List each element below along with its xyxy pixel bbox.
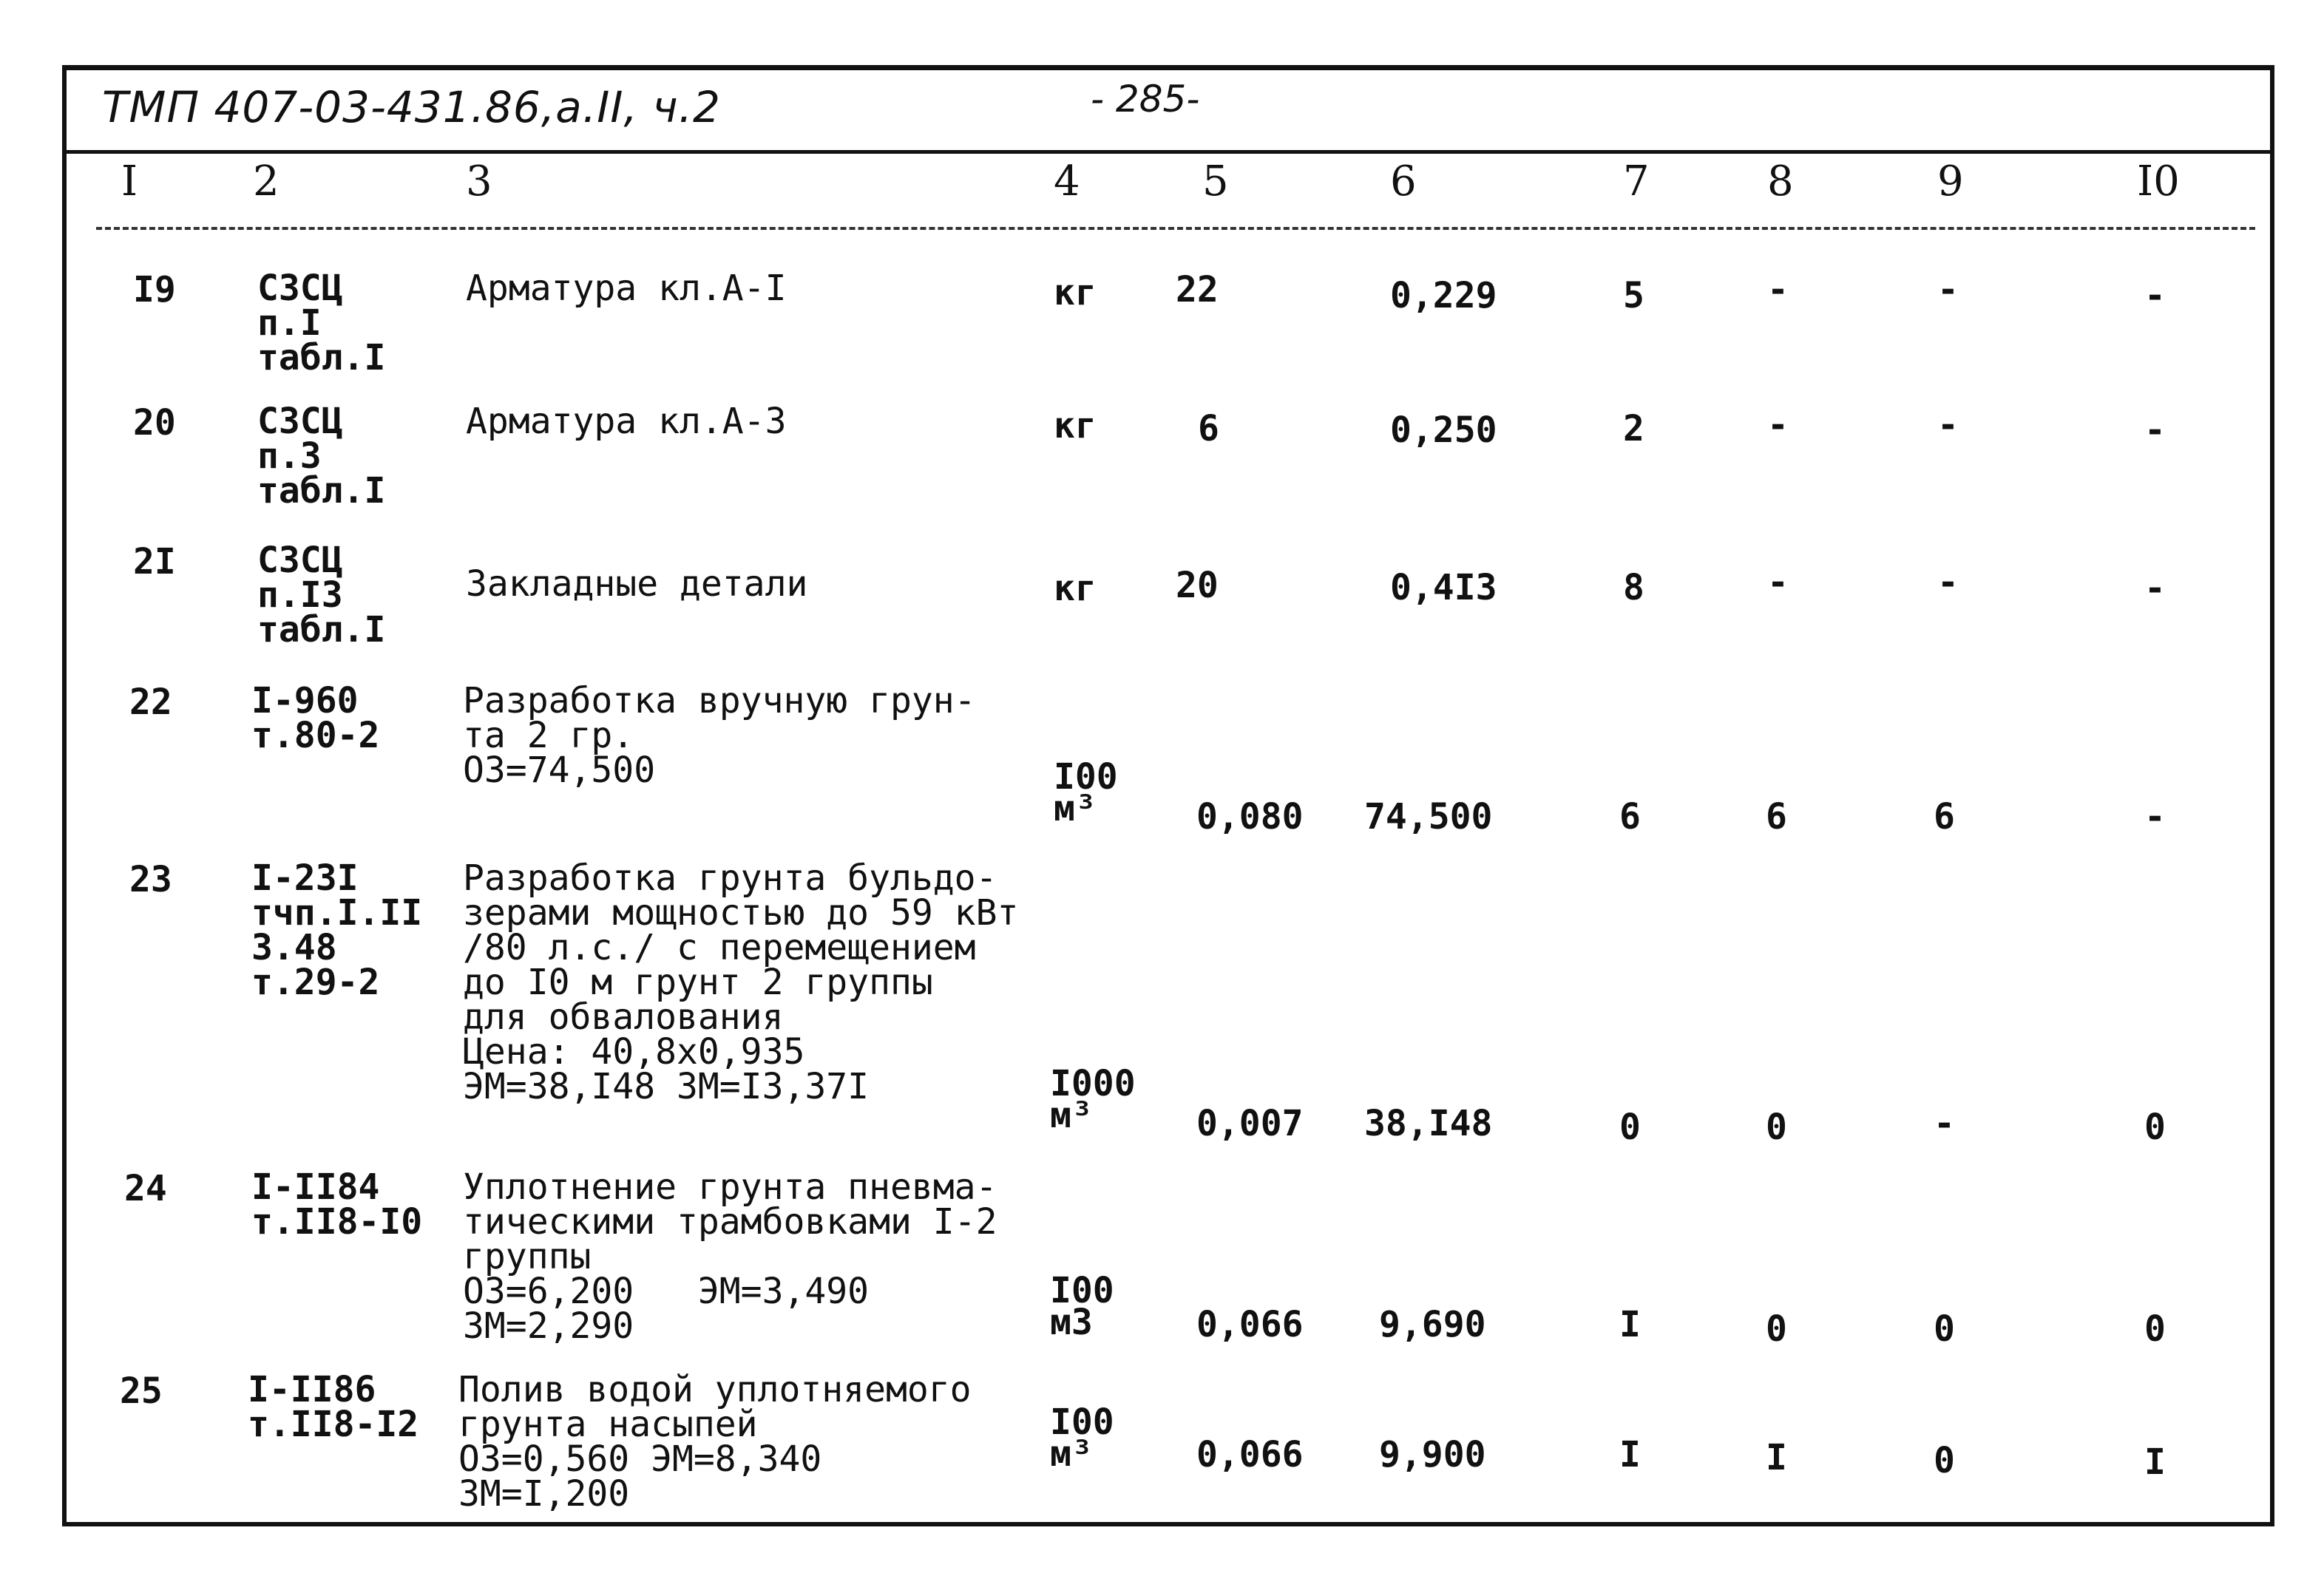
col-10-value: -	[2144, 275, 2166, 316]
col-9-value: -	[1934, 1103, 1955, 1144]
norm-code: I-960 т.80-2	[251, 680, 380, 757]
col-6-value: 38,I48	[1364, 1103, 1493, 1144]
col-9-value: -	[1937, 562, 1959, 603]
work-description: Полив водой уплотняемого грунта насыпей ОЗ=0,560 ЭМ=8,340 ЗМ=I,200	[458, 1369, 972, 1515]
column-header-3: 3	[466, 157, 492, 205]
table-frame	[62, 65, 2274, 1526]
row-number: 25	[120, 1370, 163, 1412]
col-5-value: 0,007	[1196, 1103, 1304, 1144]
col-8-value: 0	[1766, 1107, 1787, 1148]
col-8-value: I	[1766, 1437, 1787, 1478]
work-description: Арматура кл.А-I	[466, 268, 787, 309]
col-8-value: 0	[1766, 1308, 1787, 1350]
col-5-value: 0,066	[1196, 1304, 1304, 1345]
col-7-value: 5	[1623, 275, 1644, 316]
col-6-value: 0,4I3	[1390, 567, 1497, 608]
norm-code: СЗСЦ п.I табл.I	[257, 268, 386, 379]
col-9-value: 0	[1934, 1440, 1955, 1481]
work-description: Уплотнение грунта пневма- тическими трамбовками I-2 группы ОЗ=6,200 ЭМ=3,490 ЗМ=2,290	[463, 1166, 997, 1348]
col-8-value: -	[1767, 562, 1789, 603]
column-header-7: 7	[1623, 157, 1650, 205]
col-10-value: 0	[2144, 1107, 2166, 1148]
col-7-value: 0	[1619, 1107, 1641, 1148]
unit: I00 м³	[1050, 1402, 1114, 1475]
row-number: 22	[129, 682, 172, 723]
col-5-value: 6	[1198, 408, 1219, 449]
row-number: 23	[129, 859, 172, 900]
col-7-value: 6	[1619, 796, 1641, 838]
unit: кг	[1054, 568, 1097, 609]
column-header-5: 5	[1202, 157, 1229, 205]
header-divider	[96, 227, 2255, 230]
col-7-value: 2	[1623, 408, 1644, 449]
col-6-value: 0,229	[1390, 275, 1497, 316]
col-9-value: -	[1937, 404, 1959, 446]
col-10-value: -	[2144, 410, 2166, 451]
col-8-value: -	[1767, 404, 1789, 446]
col-6-value: 9,690	[1379, 1304, 1486, 1345]
col-8-value: 6	[1766, 796, 1787, 838]
column-header-10: I0	[2137, 157, 2180, 205]
norm-code: СЗСЦ п.3 табл.I	[257, 401, 386, 512]
document-code: ТМП 407-03-431.86,а.II, ч.2	[102, 82, 721, 132]
work-description: Закладные детали	[466, 563, 808, 605]
col-7-value: I	[1619, 1304, 1641, 1345]
row-number: I9	[133, 269, 176, 310]
unit: I00 м³	[1054, 756, 1118, 830]
unit: кг	[1054, 272, 1097, 313]
norm-code: I-II84 т.II8-I0	[251, 1166, 423, 1243]
col-10-value: -	[2144, 796, 2166, 838]
work-description: Арматура кл.А-3	[466, 401, 787, 442]
work-description: Разработка вручную грун- та 2 гр. ОЗ=74,500	[463, 680, 976, 792]
norm-code: I-II86 т.II8-I2	[248, 1369, 419, 1446]
col-7-value: I	[1619, 1434, 1641, 1475]
page-number: - 285-	[1091, 78, 1200, 120]
col-10-value: I	[2144, 1441, 2166, 1483]
unit: кг	[1054, 405, 1097, 446]
col-7-value: 8	[1623, 567, 1644, 608]
row-number: 20	[133, 402, 176, 444]
col-9-value: -	[1937, 269, 1959, 310]
column-header-1: I	[121, 157, 138, 205]
col-5-value: 0,066	[1196, 1434, 1304, 1475]
row-number: 2I	[133, 541, 176, 582]
col-6-value: 74,500	[1364, 796, 1493, 838]
col-9-value: 0	[1934, 1308, 1955, 1350]
work-description: Разработка грунта бульдо- зерами мощностью до 59 кВт /80 л.с./ с перемещением до I0 м грунт 2 группы для обвалования Цена: 40,8х0,935 ЭМ=38,I48 ЗМ=I3,37I	[463, 857, 1019, 1108]
col-6-value: 9,900	[1379, 1434, 1486, 1475]
norm-code: СЗСЦ п.I3 табл.I	[257, 540, 386, 651]
column-header-2: 2	[253, 157, 280, 205]
col-6-value: 0,250	[1390, 410, 1497, 451]
column-header-9: 9	[1937, 157, 1964, 205]
column-header-6: 6	[1390, 157, 1417, 205]
col-5-value: 20	[1176, 565, 1219, 606]
column-header-4: 4	[1054, 157, 1080, 205]
row-number: 24	[124, 1168, 167, 1209]
col-5-value: 22	[1176, 269, 1219, 310]
col-10-value: 0	[2144, 1308, 2166, 1350]
col-9-value: 6	[1934, 796, 1955, 838]
column-header-8: 8	[1767, 157, 1794, 205]
title-bar	[67, 70, 2270, 154]
unit: I000 м³	[1050, 1063, 1136, 1137]
col-8-value: -	[1767, 269, 1789, 310]
col-5-value: 0,080	[1196, 796, 1304, 838]
unit: I00 м3	[1050, 1270, 1114, 1344]
col-10-value: -	[2144, 568, 2166, 609]
norm-code: I-23I тчп.I.II 3.48 т.29-2	[251, 857, 423, 1004]
